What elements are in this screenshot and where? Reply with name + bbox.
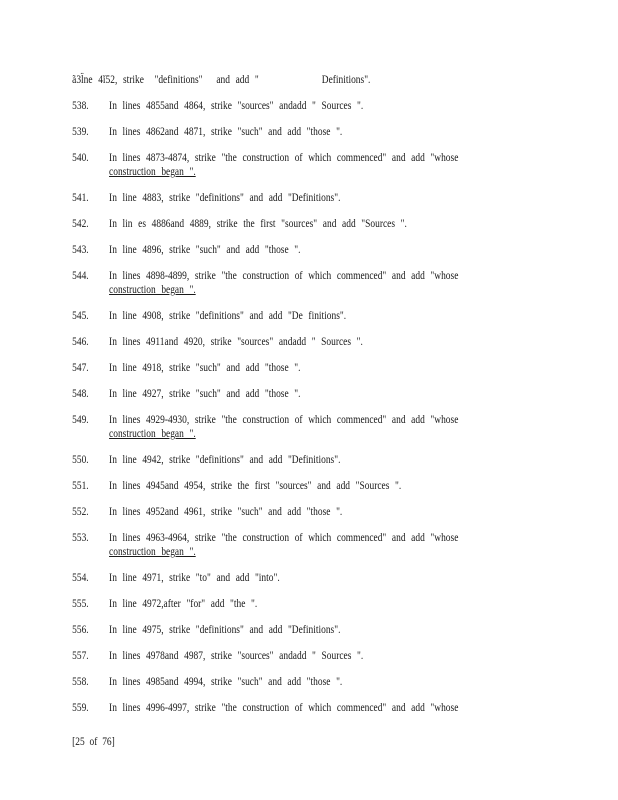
- item-number: 544.: [72, 270, 89, 282]
- item-number: 547.: [72, 362, 89, 374]
- item-number: 546.: [72, 336, 89, 348]
- item-text: In line 4975, strike "definitions" and add "Definitions".: [109, 624, 341, 636]
- item-number: 539.: [72, 126, 89, 138]
- item-text: In line 4972,after "for" add "the ".: [109, 598, 258, 610]
- first-line: [72, 73, 370, 87]
- item-continuation: construction began ".: [109, 166, 196, 178]
- first-line-word: Definitions".: [321, 74, 371, 86]
- item-number: 542.: [72, 218, 89, 230]
- item-text: In lines 4873-4874, strike "the construction of which commenced" and add "whose: [109, 152, 459, 164]
- item-number: 552.: [72, 506, 89, 518]
- item-text: In lines 4929-4930, strike "the construction of which commenced" and add "whose: [109, 414, 459, 426]
- item-text: In lines 4996-4997, strike "the construction of which commenced" and add "whose: [109, 702, 459, 714]
- item-text: In lines 4978and 4987, strike "sources" andadd " Sources ".: [109, 650, 364, 662]
- item-text: In line 4896, strike "such" and add "those ".: [109, 244, 301, 256]
- first-line-prefix: ã3l̈ne 4ǐ52, strike: [72, 74, 144, 86]
- item-text: In line 4971, strike "to" and add "into".: [109, 572, 280, 584]
- item-text: In lines 4985and 4994, strike "such" and add "those ".: [109, 676, 343, 688]
- item-number: 553.: [72, 532, 89, 544]
- item-number: 555.: [72, 598, 89, 610]
- item-number: 558.: [72, 676, 89, 688]
- item-number: 543.: [72, 244, 89, 256]
- item-continuation: construction began ".: [109, 546, 196, 558]
- item-text: In line 4918, strike "such" and add "those ".: [109, 362, 301, 374]
- first-line-tail: and add ": [216, 74, 259, 86]
- item-text: In line 4883, strike "definitions" and add "Definitions".: [109, 192, 341, 204]
- item-text: In lines 4855and 4864, strike "sources" andadd " Sources ".: [109, 100, 364, 112]
- item-number: 548.: [72, 388, 89, 400]
- item-number: 540.: [72, 152, 89, 164]
- item-text: In line 4927, strike "such" and add "those ".: [109, 388, 301, 400]
- item-number: 538.: [72, 100, 89, 112]
- item-text: In lines 4862and 4871, strike "such" and add "those ".: [109, 126, 343, 138]
- item-text: In line 4942, strike "definitions" and add "Definitions".: [109, 454, 341, 466]
- item-text: In lines 4963-4964, strike "the construction of which commenced" and add "whose: [109, 532, 459, 544]
- item-text: In lin es 4886and 4889, strike the first "sources" and add "Sources ".: [109, 218, 407, 230]
- item-number: 559.: [72, 702, 89, 714]
- item-text: In lines 4911and 4920, strike "sources" andadd " Sources ".: [109, 336, 363, 348]
- item-continuation: construction began ".: [109, 284, 196, 296]
- item-text: In lines 4952and 4961, strike "such" and add "those ".: [109, 506, 343, 518]
- page-footer: [25 of 76]: [72, 736, 115, 748]
- item-number: 557.: [72, 650, 89, 662]
- item-number: 551.: [72, 480, 89, 492]
- item-number: 554.: [72, 572, 89, 584]
- item-text: In line 4908, strike "definitions" and add "De finitions".: [109, 310, 347, 322]
- first-line-quoted: "definitions": [154, 74, 203, 86]
- item-text: In lines 4945and 4954, strike the first "sources" and add "Sources ".: [109, 480, 402, 492]
- item-continuation: construction began ".: [109, 428, 196, 440]
- item-text: In lines 4898-4899, strike "the construction of which commenced" and add "whose: [109, 270, 459, 282]
- item-number: 550.: [72, 454, 89, 466]
- item-number: 556.: [72, 624, 89, 636]
- item-number: 541.: [72, 192, 89, 204]
- item-number: 545.: [72, 310, 89, 322]
- item-number: 549.: [72, 414, 89, 426]
